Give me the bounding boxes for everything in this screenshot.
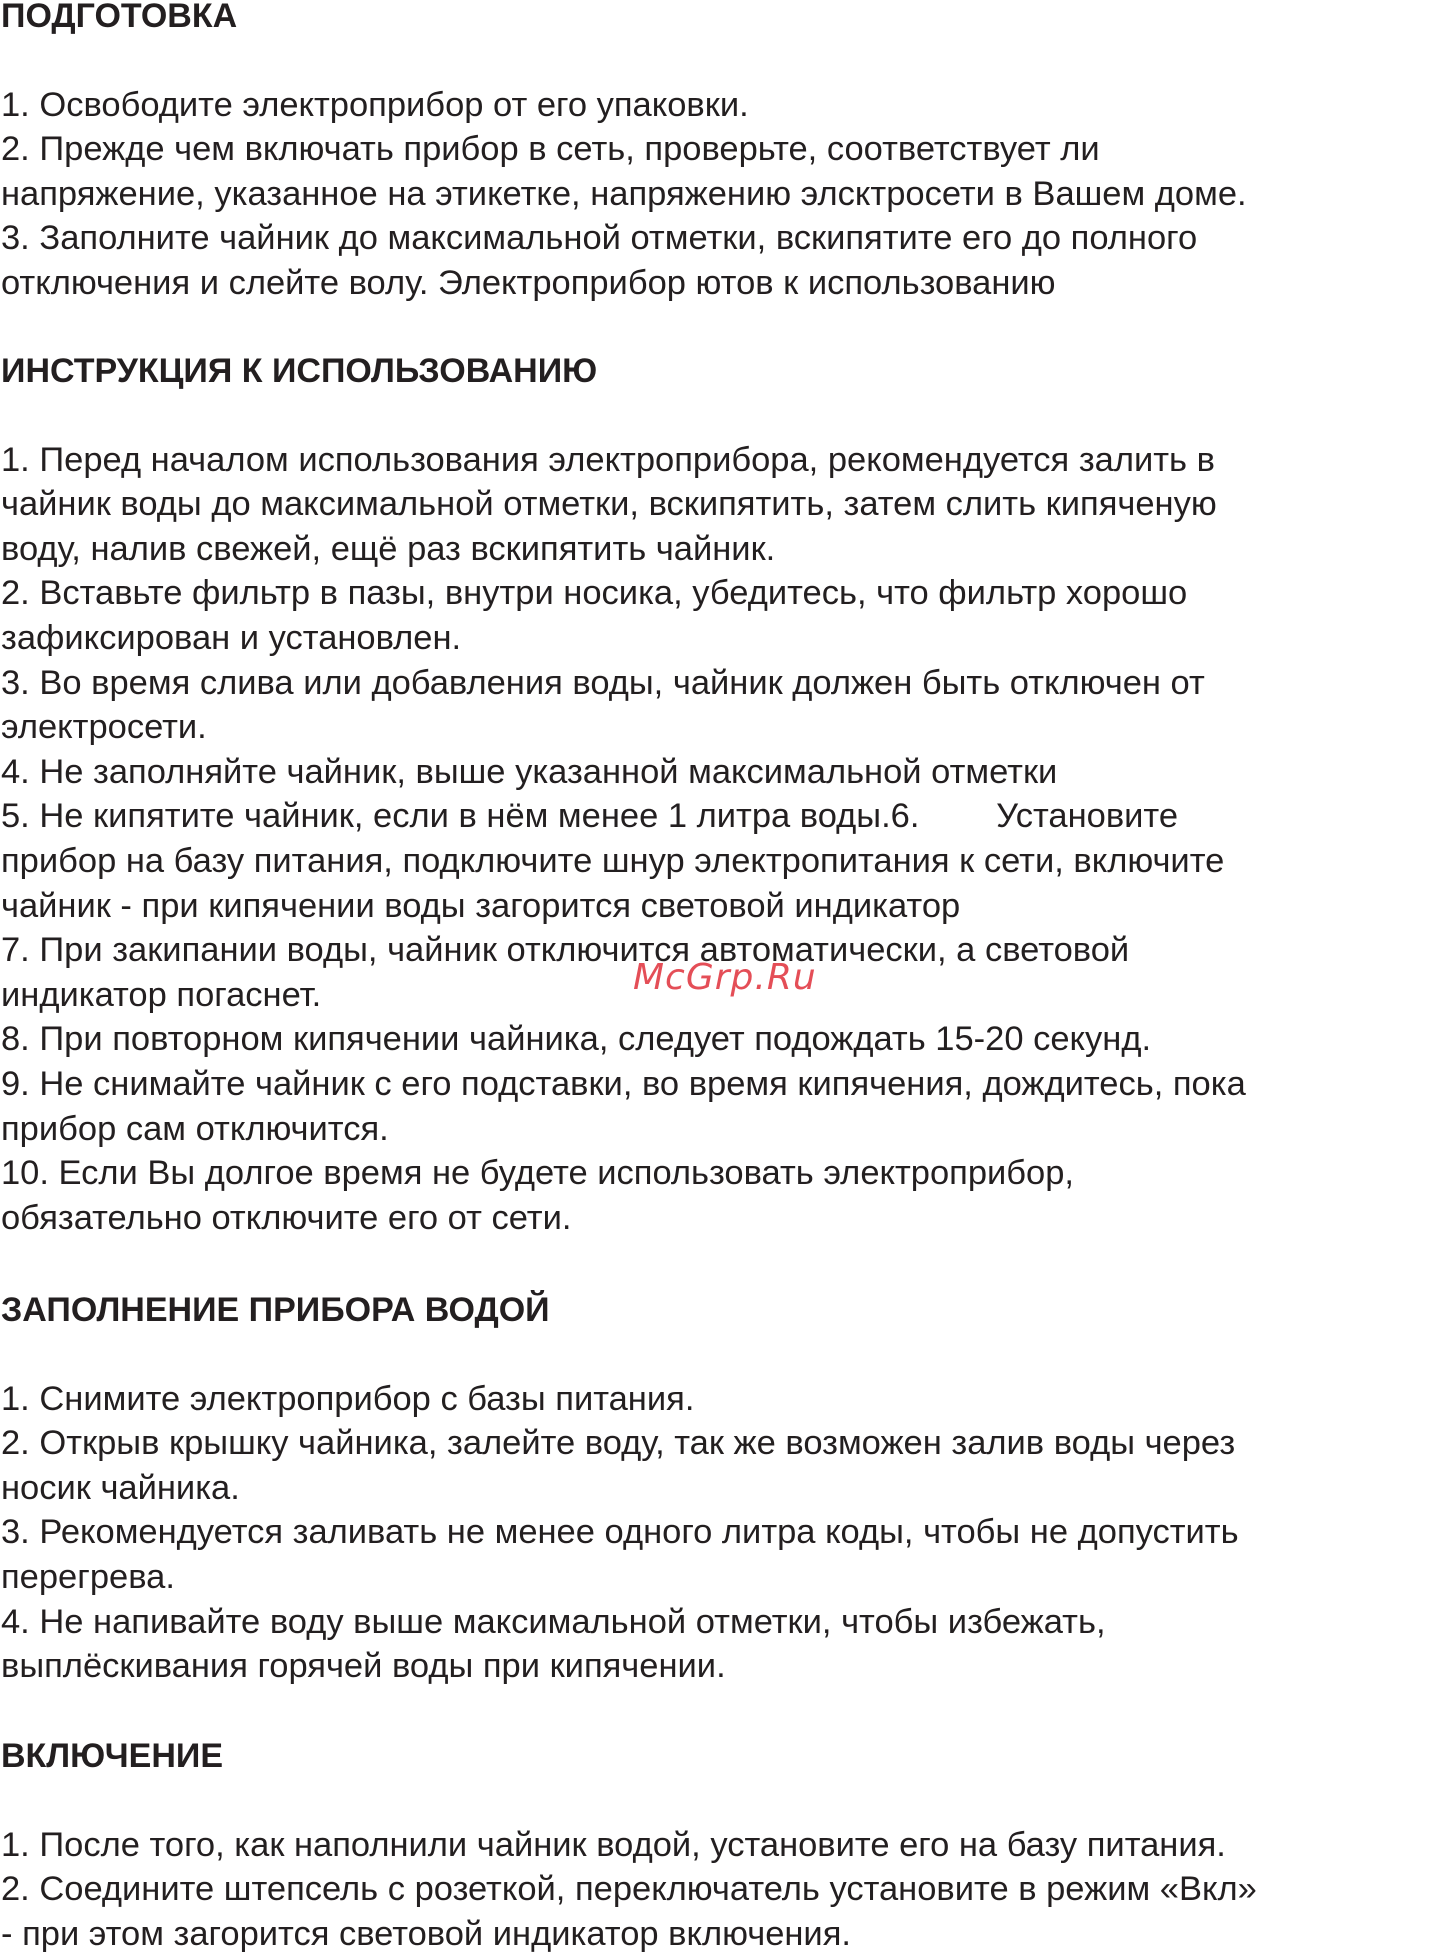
text-line: - при этом загорится световой индикатор включения.	[1, 1914, 851, 1953]
text-line: отключения и слейте волу. Электроприбор ютов к использованию	[1, 263, 1056, 302]
text-line: обязательно отключите его от сети.	[1, 1198, 572, 1237]
text-line: 5. Не кипятите чайник, если в нём менее 1 литра воды.6. Установите	[1, 797, 1179, 836]
text-line: 2. Открыв крышку чайника, залейте воду, так же возможен залив воды через	[1, 1424, 1236, 1463]
text-line: 9. Не снимайте чайник с его подставки, во время кипячения, дождитесь, пока	[1, 1064, 1246, 1103]
section-filling-water	[1, 1288, 1239, 1689]
section-usage-instructions	[1, 349, 1246, 1240]
text-line: 8. При повторном кипячении чайника, следует подождать 15-20 секунд.	[1, 1020, 1152, 1059]
text-line: перегрева.	[1, 1557, 175, 1596]
text-line: зафиксирован и установлен.	[1, 618, 462, 657]
section-preparation	[1, 0, 1247, 306]
text-line: выплёскивания горячей воды при кипячении.	[1, 1647, 726, 1686]
text-line: напряжение, указанное на этикетке, напряжению элсктросети в Вашем доме.	[1, 174, 1247, 213]
section-heading: ПОДГОТОВКА	[1, 0, 238, 35]
text-line: 4. Не заполняйте чайник, выше указанной максимальной отметки	[1, 752, 1058, 791]
text-line: воду, налив свежей, ещё раз вскипятить чайник.	[1, 529, 776, 568]
text-line: 1. После того, как наполнили чайник водой, установите его на базу питания.	[1, 1825, 1226, 1864]
text-line: 3. Во время слива или добавления воды, чайник должен быть отключен от	[1, 663, 1205, 702]
text-line: 1. Перед началом использования электроприбора, рекомендуется залить в	[1, 440, 1215, 479]
text-line: чайник - при кипячении воды загорится световой индикатор	[1, 886, 961, 925]
text-line: 3. Заполните чайник до максимальной отметки, вскипятите его до полного	[1, 219, 1198, 258]
text-line: 4. Не напивайте воду выше максимальной отметки, чтобы избежать,	[1, 1602, 1106, 1641]
text-line: прибор сам отключится.	[1, 1109, 389, 1148]
text-line: 10. Если Вы долгое время не будете использовать электроприбор,	[1, 1154, 1075, 1193]
watermark: McGrp.Ru	[633, 957, 817, 998]
section-heading: ВКЛЮЧЕНИЕ	[1, 1737, 224, 1775]
text-line: электросети.	[1, 708, 207, 747]
text-line: 2. Прежде чем включать прибор в сеть, проверьте, соответствует ли	[1, 130, 1100, 169]
text-line: прибор на базу питания, подключите шнур электропитания к сети, включите	[1, 841, 1225, 880]
text-line: индикатор погаснет.	[1, 975, 322, 1014]
section-switching-on	[1, 1734, 1257, 1956]
text-line: носик чайника.	[1, 1468, 240, 1507]
text-line: 2. Вставьте фильтр в пазы, внутри носика, убедитесь, что фильтр хорошо	[1, 574, 1188, 613]
text-line: 1. Снимите электроприбор с базы питания.	[1, 1379, 695, 1418]
text-line: чайник воды до максимальной отметки, вскипятить, затем слить кипяченую	[1, 485, 1217, 524]
section-heading: ЗАПОЛНЕНИЕ ПРИБОРА ВОДОЙ	[1, 1291, 550, 1329]
text-line: 7. При закипании воды, чайник отключится автоматически, а световой	[1, 931, 1130, 970]
text-line: 2. Соедините штепсель с розеткой, переключатель установите в режим «Вкл»	[1, 1870, 1257, 1909]
section-heading: ИНСТРУКЦИЯ К ИСПОЛЬЗОВАНИЮ	[1, 352, 598, 390]
text-line: 3. Рекомендуется заливать не менее одного литра коды, чтобы не допустить	[1, 1513, 1239, 1552]
text-line: 1. Освободите электроприбор от его упаковки.	[1, 85, 749, 124]
